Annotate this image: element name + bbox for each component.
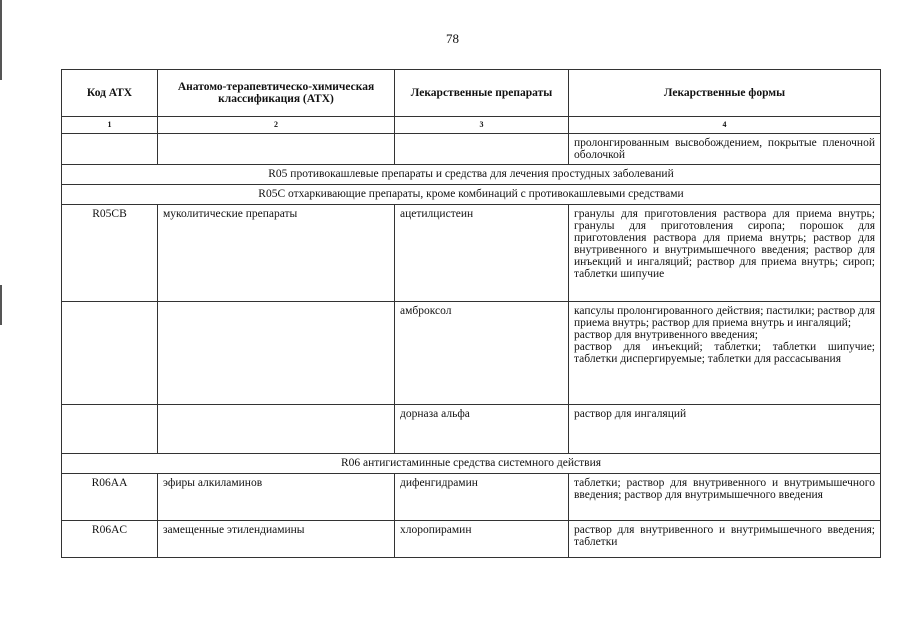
forms-line: раствор для внутривенного введения;: [574, 329, 758, 341]
cell-code: [62, 405, 158, 454]
section-title-r06: R06 антигистаминные средства системного действия: [62, 454, 881, 474]
section-row: [62, 454, 881, 474]
atx-table: [61, 69, 881, 558]
cell-classification: замещенные этилендиамины: [158, 521, 395, 558]
table-row: [62, 302, 881, 405]
section-title-r05: R05 противокашлевые препараты и средства для лечения простудных заболеваний: [62, 165, 881, 185]
forms-line: капсулы пролонгированного действия; пастилки; раствор для приема внутрь; раствор для приема внутрь и ингаляций;: [574, 305, 875, 329]
cell-drug: амброксол: [395, 302, 569, 405]
cell-code: [62, 302, 158, 405]
cell-classification: [158, 405, 395, 454]
column-number: 1: [62, 117, 158, 134]
header-classification: Анатомо-терапевтическо-химическая классификация (АТХ): [158, 70, 395, 117]
cell-classification: [158, 302, 395, 405]
cell-classification: [158, 134, 395, 165]
header-drugs: Лекарственные препараты: [395, 70, 569, 117]
table-row: [62, 405, 881, 454]
cell-code: R06AA: [62, 474, 158, 521]
header-atx-code: Код АТХ: [62, 70, 158, 117]
cell-forms: гранулы для приготовления раствора для приема внутрь; гранулы для приготовления сиропа; порошок для приготовления раствора для приема внутрь; раствор для внутривенного и внутримышечного введения; раствор для инъекций и ингаляций; раствор для приема внутрь; сироп; таблетки шипучие: [569, 205, 881, 302]
table-row: [62, 521, 881, 558]
column-number: 3: [395, 117, 569, 134]
forms-line: раствор для инъекций; таблетки; таблетки шипучие; таблетки диспергируемые; таблетки для рассасывания: [574, 341, 875, 365]
cell-drug: хлоропирамин: [395, 521, 569, 558]
column-number-row: [62, 117, 881, 134]
section-title-r05c: R05C отхаркивающие препараты, кроме комбинаций с противокашлевыми средствами: [62, 185, 881, 205]
cell-classification: эфиры алкиламинов: [158, 474, 395, 521]
column-number: 2: [158, 117, 395, 134]
header-row: [62, 70, 881, 117]
cell-drug: ацетилцистеин: [395, 205, 569, 302]
cell-drug: [395, 134, 569, 165]
header-dosage-forms: Лекарственные формы: [569, 70, 881, 117]
cell-code: R06AC: [62, 521, 158, 558]
section-row: [62, 185, 881, 205]
page-number: 78: [446, 31, 459, 46]
cell-code: R05CB: [62, 205, 158, 302]
cell-drug: дорназа альфа: [395, 405, 569, 454]
section-row: [62, 165, 881, 185]
table-row: [62, 134, 881, 165]
cell-drug: дифенгидрамин: [395, 474, 569, 521]
cell-code: [62, 134, 158, 165]
table-row: [62, 474, 881, 521]
table-row: [62, 205, 881, 302]
cell-classification: муколитические препараты: [158, 205, 395, 302]
scan-edge-mark: [0, 285, 2, 325]
column-number: 4: [569, 117, 881, 134]
cell-forms: таблетки; раствор для внутривенного и внутримышечного введения; раствор для внутримышечного введения: [569, 474, 881, 521]
cell-forms: [569, 302, 881, 405]
cell-forms: раствор для внутривенного и внутримышечного введения; таблетки: [569, 521, 881, 558]
cell-forms: пролонгированным высвобождением, покрытые пленочной оболочкой: [569, 134, 881, 165]
cell-forms: раствор для ингаляций: [569, 405, 881, 454]
